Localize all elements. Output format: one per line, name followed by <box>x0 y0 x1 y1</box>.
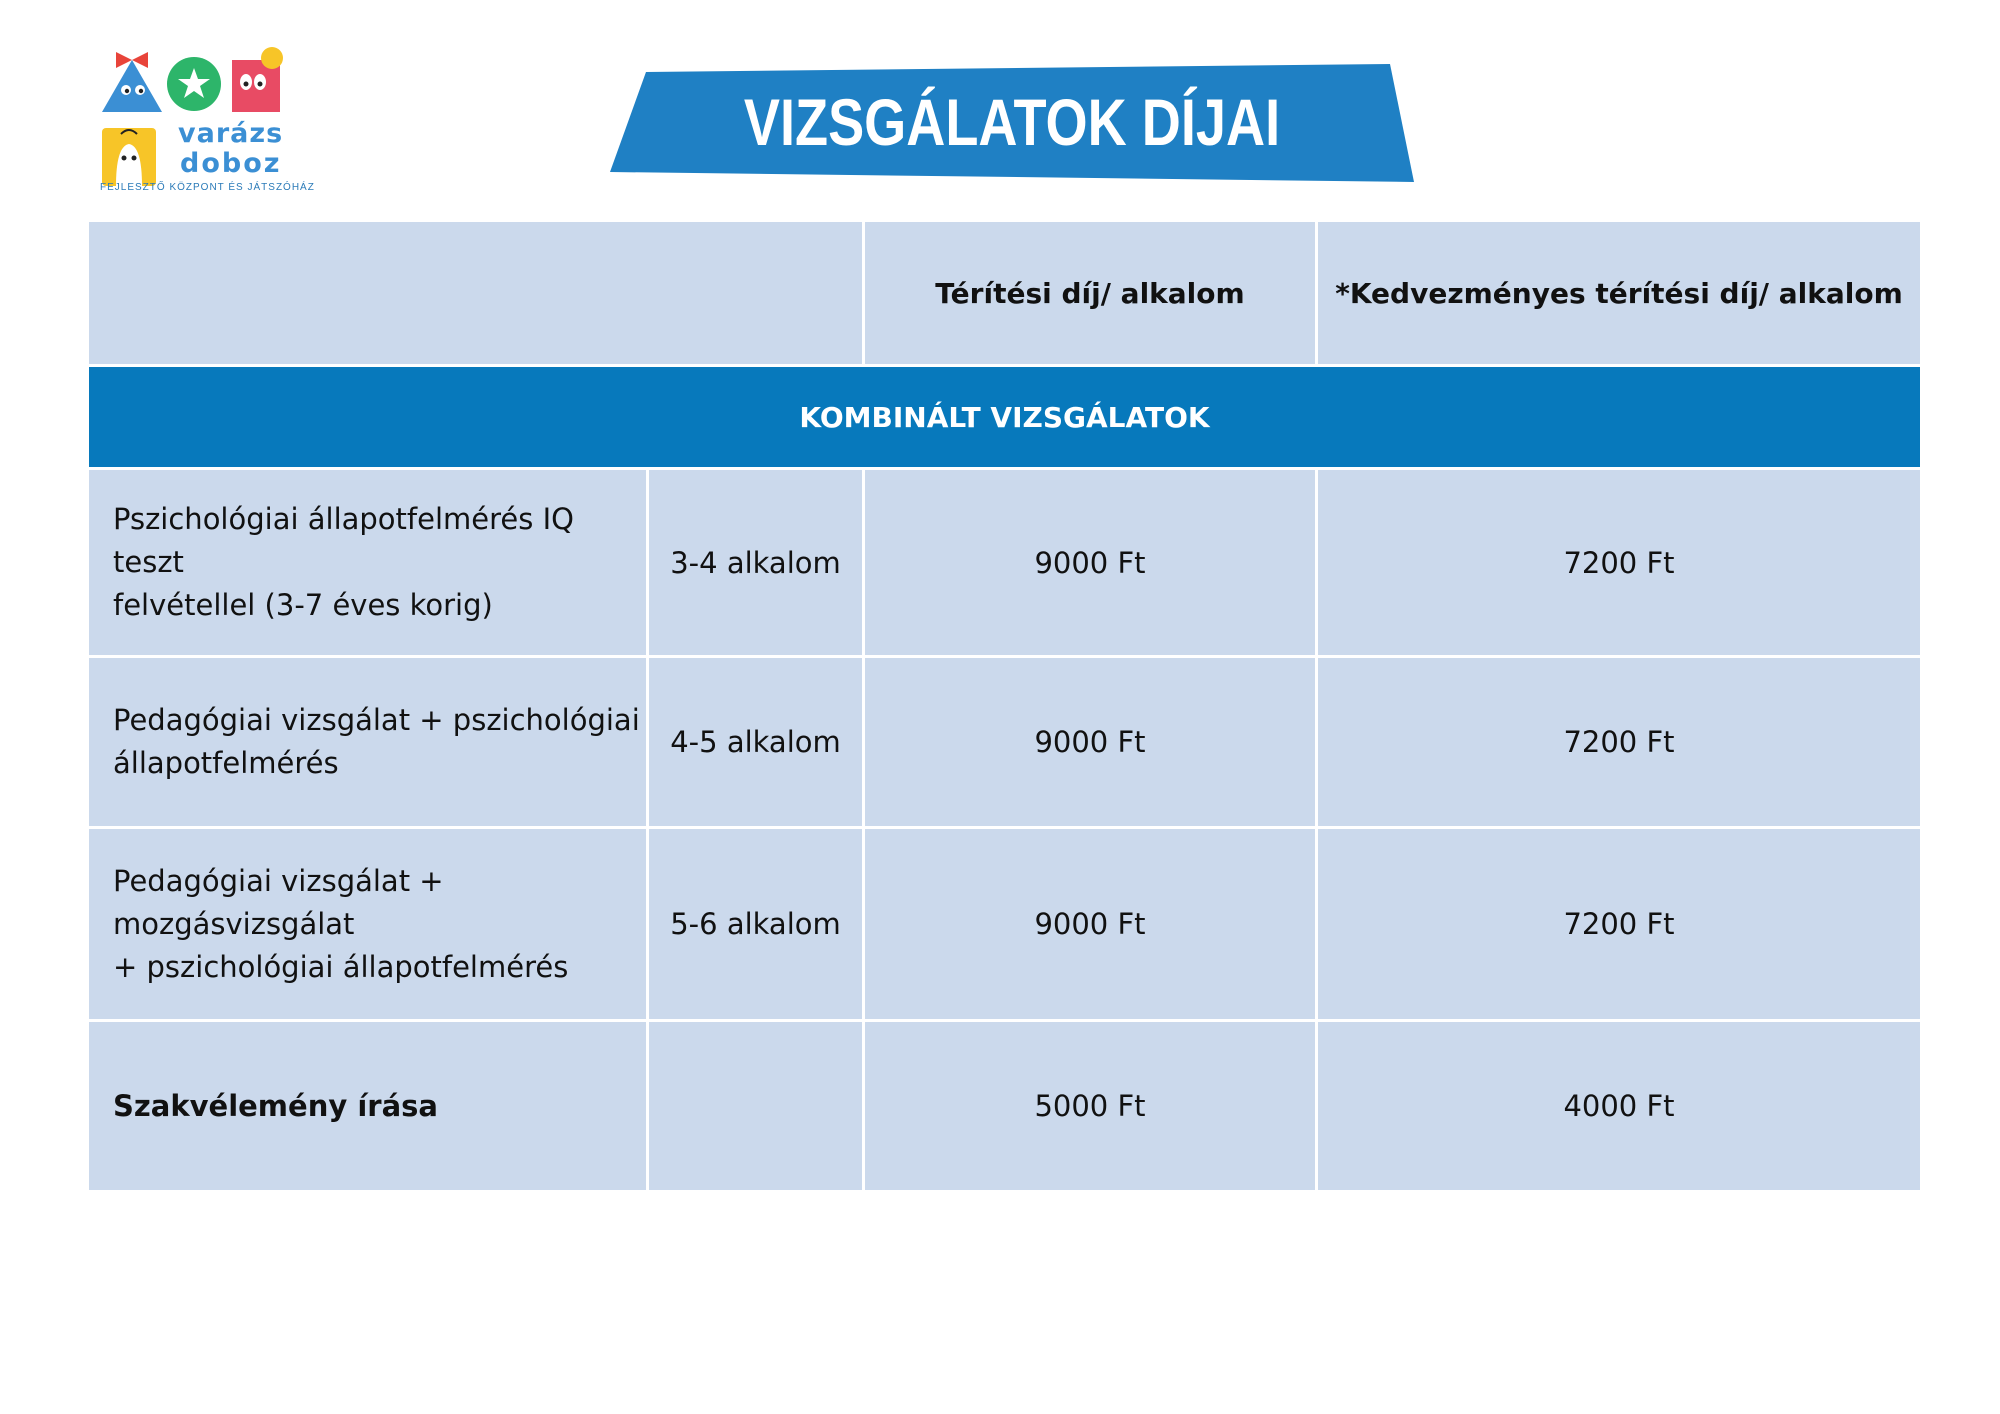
exam-fee: 9000 Ft <box>864 657 1317 828</box>
logo-name-line2: doboz <box>180 148 282 179</box>
exam-name-line2: állapotfelmérés <box>113 746 339 780</box>
exam-name <box>88 469 648 657</box>
exam-fee: 9000 Ft <box>864 469 1317 657</box>
header-fee: Térítési díj/ alkalom <box>864 221 1317 366</box>
exam-sessions: 3-4 alkalom <box>648 469 864 657</box>
table-row <box>88 828 1922 1021</box>
exam-name-line1: Pedagógiai vizsgálat + pszichológiai <box>113 703 640 737</box>
exam-sessions: 5-6 alkalom <box>648 828 864 1021</box>
exam-name-line2: felvétellel (3-7 éves korig) <box>113 588 493 622</box>
exam-discounted-fee: 7200 Ft <box>1317 828 1922 1021</box>
exam-name <box>88 828 648 1021</box>
header-empty-cell <box>88 221 864 366</box>
table-row <box>88 1021 1922 1192</box>
exam-sessions: 4-5 alkalom <box>648 657 864 828</box>
table-header-row <box>88 221 1922 366</box>
exam-name-line1: Szakvélemény írása <box>113 1088 438 1123</box>
exam-discounted-fee: 7200 Ft <box>1317 469 1922 657</box>
exam-sessions <box>648 1021 864 1192</box>
page-title: VIZSGÁLATOK DÍJAI <box>743 85 1281 159</box>
table-row <box>88 469 1922 657</box>
exam-discounted-fee: 4000 Ft <box>1317 1021 1922 1192</box>
exam-name-line2: + pszichológiai állapotfelmérés <box>113 949 569 984</box>
section-row <box>88 366 1922 469</box>
section-title: KOMBINÁLT VIZSGÁLATOK <box>88 366 1922 469</box>
logo-tagline: FEJLESZTŐ KÖZPONT ÉS JÁTSZÓHÁZ <box>100 182 315 193</box>
header-discounted-fee: *Kedvezményes térítési díj/ alkalom <box>1317 221 1922 366</box>
exam-name-line1: Pszichológiai állapotfelmérés IQ teszt <box>113 502 574 579</box>
exam-name <box>88 1021 648 1192</box>
fees-table <box>86 219 1923 1193</box>
exam-fee: 5000 Ft <box>864 1021 1317 1192</box>
exam-fee: 9000 Ft <box>864 828 1317 1021</box>
table-row <box>88 657 1922 828</box>
exam-name-line1: Pedagógiai vizsgálat + mozgásvizsgálat <box>113 863 444 941</box>
exam-discounted-fee: 7200 Ft <box>1317 657 1922 828</box>
logo-name-line1: varázs <box>178 118 284 149</box>
logo <box>96 46 315 196</box>
exam-name <box>88 657 648 828</box>
